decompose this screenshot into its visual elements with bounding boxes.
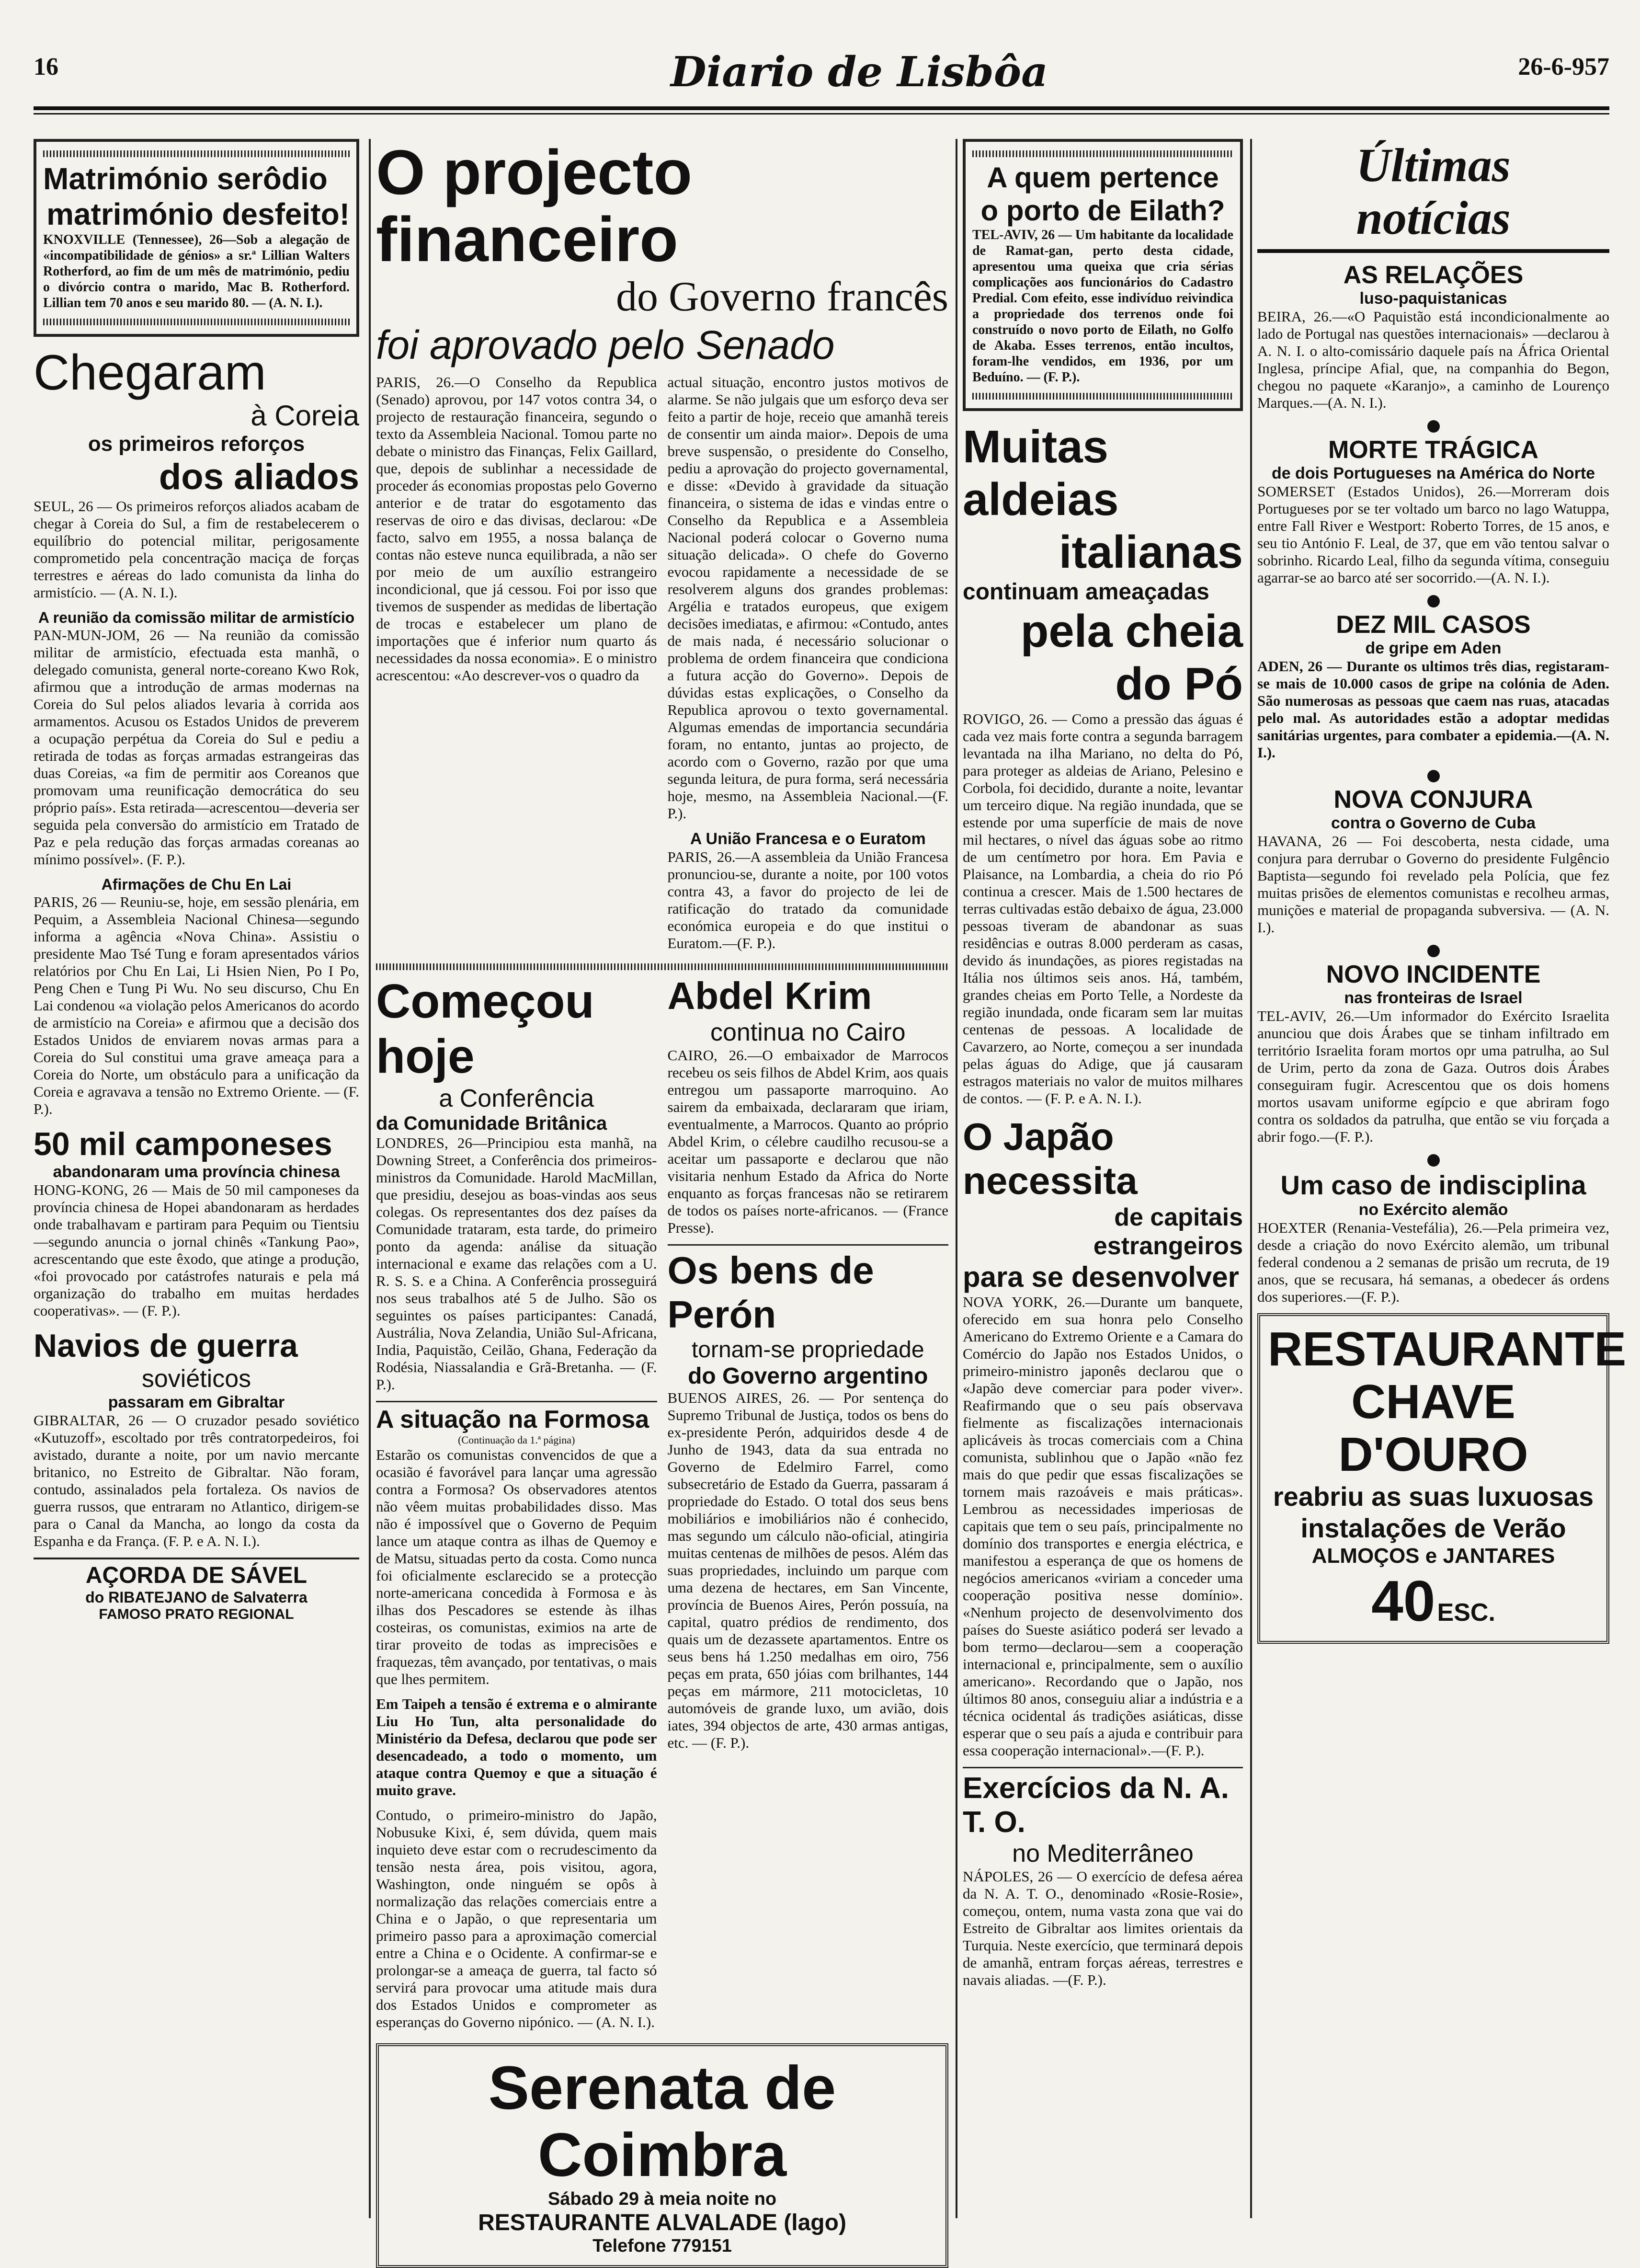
subheadline: A reunião da comissão militar de armistício [38,609,355,626]
ad-title: Serenata de Coimbra [488,2054,836,2189]
column-1 [34,139,359,2218]
hatch-rule [376,963,948,970]
article-aldeias [963,421,1243,1107]
bullet-separator [1427,1154,1440,1167]
ad-line: ALMOÇOS e JANTARES [1311,1544,1555,1568]
hatch-rule [43,150,350,157]
article-body: SOMERSET (Estados Unidos), 26.—Morreram dois Portugueses por se ter voltado um barco no lago Watuppa, entre Fall River e Westport: Roberto Torres, de 15 anos, e seu tio António F. Leal, de 37, que em vão tentou salvar o sobrinho. Ricardo Leal, filho da segunda vítima, conseguiu agarrar-se ao barco até ser socorrido.—(A. N. I.). [1257,483,1609,586]
ad-price: 40 [1371,1569,1435,1633]
article-projecto [376,139,948,960]
subheadline: da Comunidade Britânica [376,1113,607,1134]
headline: à Coreia [251,400,359,432]
article-body: actual situação, encontro justos motivos de alarme. Se não julgais que um esforço deva ser feito a partir de hoje, receio que amanhã tereis de consentir um ainda maior». Depois de uma breve suspensão, o presidente do Conselho, pediu a aprovação do projecto governamental, e disse: «Devido à gravidade da situação financeira, o sistema de idas e vindas entre o Conselho da Republica e a Assembleia Nacional poderá colocar o Governo numa situação delicada». O chefe do Governo evocou rapidamente a necessidade de se resolverem alguns dos grandes problemas: Argélia e tratados europeus, que exigem decisões imediatas, e afirmou: «Contudo, antes de mais nada, é necessário solucionar o problema de ordem financeira que condiciona a futura acção do Governo». Depois de dúvidas estas explicações, o Conselho da Republica aprovou o texto governamental. Algumas emendas de importancia secundária foram, no entanto, juntas ao projecto, de acordo com o Governo, razão por que uma segunda leitura, de pura forma, será necessária hoje, mesmo, na Assembleia Nacional.—(F. P.). [667,374,948,822]
article-body: NÁPOLES, 26 — O exercício de defesa aérea da N. A. T. O., denominado «Rosie-Rosie», começou, ontem, numa vasta zona que vai do Estreito de Gibraltar aos limites orientais da Turquia. Neste exercício, que terminará depois de amanhã, entram forças aéreas, terrestres e navais aliadas. —(F. P.). [963,1868,1243,1988]
headline: tornam-se propriedade [691,1337,924,1363]
continuation-note: (Continuação da 1.ª página) [458,1434,575,1446]
headline: O Japão necessita [963,1115,1138,1202]
article-body: HOEXTER (Renania-Vestefália), 26.—Pela primeira vez, desde a criação do novo Exército alemão, um tribunal federal condenou a 2 semanas de prisão um recruta, de 19 anos, que se recusara, há semanas, a obedecer ás ordens dos superiores.—(F. P.). [1257,1219,1609,1305]
headline: A situação na Formosa [376,1401,657,1434]
article-body: NOVA YORK, 26.—Durante um banquete, oferecido em sua honra pelo Conselho Americano do Extremo Oriente e a Camara do Comércio do Japão nos Estados Unidos, o primeiro-ministro japonês declarou que o «Japão deve comerciar para poder viver». Reafirmando que o seu país observava fielmente as fiscalizações internacionais aplicáveis às trocas comerciais com a China comunista, sublinhou que o Japão «não fez mais do que pedir que essas fiscalizações se tornem mais razoáveis e mais práticas». Lembrou as necessidades imperiosas de capitais que tem o seu país, principalmente no domínio dos transportes e energia eléctrica, e manifestou a esperança de que os homens de negócios americanos «viriam a conceder uma cooperação positiva nesse domínio». «Nenhum projecto de desenvolvimento dos países do Sueste asiático poderá ser levado a bom termo—declarou—sem a cooperação internacional e, principalmente, sem o auxílio americano». Recordando que o Japão, nos últimos 80 anos, conseguiu aliar a indústria e a técnica ocidental ás tradições asiáticas, disse esperar que o seu país a ajuda e contribuir para essa cooperação internacional».—(F. P.). [963,1294,1243,1759]
article-body: TEL-AVIV, 26.—Um informador do Exército Israelita anunciou que dois Árabes que se tinham infiltrado em território Israelita foram mortos opr uma patrulha, ao Sul de Urim, perto da zona de Gaza. Outros dois Árabes conseguiram fugir. Acrescentou que os dois homens mortos usavam uniforme egípcio e que abriram fogo contra os soldados da patrulha, que então se viu forçada a abrir fogo.—(F. P.). [1257,1008,1609,1145]
headline: Matrimónio serôdio [43,161,328,196]
bullet-separator [1427,595,1440,607]
news-casos [1257,610,1609,761]
article-body: GIBRALTAR, 26 — O cruzador pesado soviético «Kutuzoff», escoltado por três contratorpedeiros, foi avistado, durante a noite, por um navio mercante britanico, no Estreito de Gibraltar. Não foram, contudo, assinalados pela fortaleza. Os navios de guerra russos, que entraram no Atlantico, dirigem-se para o Canal da Mancha, ao longo da costa da Espanha e da França. (F. P. e A. N. I.). [34,1412,359,1549]
article-chegaram [34,346,359,1118]
headline: no Mediterrâneo [1012,1840,1194,1867]
hatch-rule [43,319,350,325]
article-body: ROVIGO, 26. — Como a pressão das águas é cada vez mais forte contra a segunda barragem levantada na ilha Mariano, no delta do Pó, para proteger as aldeias de Ariano, Pelesino e Corbola, foi decidido, durante a noite, levantar um terceiro dique. Na região inundada, que se estende por uma superfície de mais de nove mil hectares, o nível das águas sobe ao ritmo de um centímetro por hora. Em Pavia e Plaisance, na Lombardia, a cheia do rio Pó continua a crescer. Mais de 1.500 hectares de terras cultivadas estão debaixo de água, 23.000 pessoas tiveram de abandonar as suas residências e outras 8.000 perderam as casas, devido ás inundações, as piores registadas na Itália nos últimos seis anos. Há, também, grandes cheias em Porto Telle, a Nordeste da região inundada, onde ficaram sem lar muitas centenas de pessoas. A localidade de Cavarzero, ao Norte, começou a ser inundada pelas águas do Adige, que já causaram estragos materiais no valor de muitos milhares de contos. — (F. P. e A. N. I.). [963,710,1243,1107]
headline: Chegaram [34,345,266,401]
news-indisciplina [1257,1169,1609,1306]
article-body: LONDRES, 26—Principiou esta manhã, na Downing Street, a Conferência dos primeiros-ministros da Comunidade. Harold MacMillan, que presidiu, desejou as boas-vindas aos seus colegas. Os representantes dos dez países da Comunidade trataram, esta tarde, do primeiro ponto da agenda: análise da situação internacional e exame das relações com a U. R. S. S. e a China. A Conferência prosseguirá nos seus trabalhos até 5 de Julho. São os seguintes os países participantes: Canadá, Austrália, Nova Zelandia, União Sul-Africana, India, Paquistão, Ceilão, Ghana, Federação da Rodésia, Niassalandia e Grã-Bretanha. — (F. P.). [376,1134,657,1393]
subheadline: no Exército alemão [1358,1201,1508,1219]
article-body: HONG-KONG, 26 — Mais de 50 mil camponeses da província chinesa de Hopei abandonaram as herdades onde trabalhavam e partiram para Pequim ou Tientsiu—segundo anuncia o jornal chinês «Tankung Pao», acrescentando que este êxodo, que atinge a produção, «foi provocado por catástrofes naturais e pela má organização do trabalho em muitas herdades cooperativas». — (F. P.). [34,1181,359,1319]
column-2b [668,974,949,2039]
headline: Um caso de indisciplina [1280,1170,1586,1200]
article-body: SEUL, 26 — Os primeiros reforços aliados acabam de chegar à Coreia do Sul, a fim de restabelecerem o equilíbrio do potencial militar, perigosamente comprometido pela concentração maciça de forças terrestres e aéreas do lado comunista da linha do armistício. — (A. N. I.). [34,498,359,601]
bullet-separator [1427,770,1440,782]
ad-serenata [376,2043,948,2268]
headline: do Governo argentino [688,1363,928,1389]
article-body: Contudo, o primeiro-ministro do Japão, Nobusuke Kixi, é, sem dúvida, quem mais inquieto deve estar com o recrudescimento da tensão nesta área, pois visitou, agora, Washington, onde ninguém se opôs à normalização das relações comerciais entre a China e o Japão, o que representaria um primeiro passo para a aproximação comercial entre a China e o Ocidente. A confirmar-se e prolongar-se a ameaça de guerra, tal facto só servirá para provocar uma atitude mais dura dos Estados Unidos e comprometer as esperanças do Governo nipónico. — (A. N. I.). [376,1807,657,2030]
headline: DEZ MIL CASOS [1336,611,1531,639]
hatch-rule [972,150,1233,157]
article-body: HAVANA, 26 — Foi descoberta, nesta cidade, uma conjura para derrubar o Governo do presidente Fulgêncio Baptista—segundo foi revelado pela Polícia, que fez muitas prisões de elementos comunistas e recolheu armas, munições e material de propaganda subversiva. — (A. N. I.). [1257,833,1609,936]
headline: AS RELAÇÕES [1343,261,1524,289]
column-4 [1257,138,1627,2218]
article-body-emphasis: Em Taipeh a tensão é extrema e o almirante Liu Ho Tun, alta personalidade do Ministério da Defesa, declarou que pode ser desencadeado, a todo o momento, um ataque contra Quemoy e que a situação é muito grave. [376,1695,657,1798]
section-title: notícias [1356,191,1511,244]
article-japao [963,1115,1243,1759]
ad-line: do RIBATEJANO de Salvaterra [85,1589,308,1606]
headline: MORTE TRÁGICA [1328,436,1539,464]
article-nato [963,1767,1243,1989]
article-matrimonio [34,139,359,337]
article-body: BUENOS AIRES, 26. — Por sentença do Supremo Tribunal de Justiça, todos os bens do ex-presidente Perón, adquiridos desde 4 de Junho de 1943, data da sua entrada no Governo de Edelmiro Farrel, como subsecretário de Estado da Guerra, passaram á propriedade do Estado. O total dos seus bens mobiliários e imobiliários não é conhecido, mas segundo um cálculo não-oficial, atingiria muitas centenas de milhões de pesos. Além das suas propriedades, incluindo um parque com uma dezena de hectares, em San Vincente, província de Buenos Aires, Perón possuía, na capital, quatro prédios de rendimento, dos quais um de dezassete apartamentos. Entre os seus bens há 1.250 medalhas em oiro, 756 peças em prata, 650 jóias com brilhantes, 144 peças em mármore, 211 motocicletas, 10 automóveis de grande luxo, um avião, dois iates, 394 objectos de arte, 430 armas antigas, etc. — (F. P.). [667,1389,948,1751]
column-divider [369,139,371,2218]
headline: foi aprovado pelo Senado [376,322,835,367]
headline: Abdel Krim [667,974,872,1017]
ad-line: Sábado 29 à meia noite no [547,2189,777,2209]
headline: continuam ameaçadas [963,579,1209,605]
subheadline: de dois Portugueses na América do Norte [1271,464,1595,482]
column-2a [376,974,657,2039]
article-body: CAIRO, 26.—O embaixador de Marrocos recebeu os seis filhos de Abdel Krim, aos quais entregou um passaporte marroquino. Ao sairem da embaixada, declararam que iriam, eventualmente, a Marrocos. Quanto ao próprio Abdel Krim, o célebre caudilho recusou-se a aceitar um passaporte e declarou que não visitaria nenhum Estado da Africa do Norte enquanto as forças francesas não se retirarem de todos os países norte-africanos. — (France Presse). [667,1047,948,1236]
subheadline: nas fronteiras de Israel [1344,989,1523,1007]
headline: Exercícios da N. A. T. O. [963,1772,1229,1839]
article-body: ADEN, 26 — Durante os ultimos três dias, registaram-se mais de 10.000 casos de gripe na colónia de Aden. São numerosas as pessoas que caem nas ruas, atacadas pelo mal. As autoridades estão a adoptar medidas sanitárias urgentes, para combater a epidemia.—(A. N. I.). [1257,658,1609,761]
ad-line: FAMOSO PRATO REGIONAL [99,1606,294,1622]
news-morte [1257,435,1609,586]
masthead-rule [34,106,1609,110]
news-relacoes [1257,261,1609,412]
section-rule [1257,249,1609,253]
subheadline: de gripe em Aden [1365,639,1502,657]
ad-title: RESTAURANTE [1268,1322,1627,1376]
headline: matrimónio desfeito! [46,197,350,231]
headline: Os bens de Perón [668,1244,949,1337]
ad-acorda [34,1558,359,1623]
subheadline: abandonaram uma província chinesa [53,1163,340,1181]
headline: dos aliados [159,457,359,497]
article-body: PAN-MUN-JOM, 26 — Na reunião da comissão militar de armistício, efectuada esta manhã, o delegado comunista, general norte-coreano Kwo Rok, afirmou que a introdução de armas modernas na Coreia do Sul pelos aliados levaria à corrida aos armamentos. Acusou os Estados Unidos de preverem a ocupação perpétua da Coreia do Sul e pediu a retirada de todas as forças armadas estrangeiras das duas Coreias, «a fim de permitir aos Coreanos que promovam uma reunificação democrática do seu próprio país». Esta retirada—acrescentou—deveria ser seguida pela conversão do armistício em Tratado de Paz e pela redução das forças armadas coreanas ao mínimo possível». (F. P.). [34,627,359,868]
article-body: KNOXVILLE (Tennessee), 26—Sob a alegação de «incompatibilidade de génios» a sr.ª Lillian Walters Rotherford, ao fim de um mês de matrimónio, pediu o divórcio contra o marido, Mac B. Rotherford. Lillian tem 70 anos e seu marido 80. — (A. N. I.). [43,232,350,310]
headline: NOVA CONJURA [1333,786,1533,813]
article-eilath [963,139,1243,411]
page-number: 16 [34,53,58,80]
headline: NOVO INCIDENTE [1326,961,1541,988]
headline: para se desenvolver [963,1261,1240,1293]
subheadline: luso-paquistanicas [1359,289,1507,308]
ad-chave-douro [1257,1313,1627,1644]
column-2 [376,137,948,2256]
news-incidente [1257,960,1609,1145]
hatch-rule [972,393,1233,400]
headline: de capitais estrangeiros [1093,1203,1243,1260]
column-3 [963,139,1243,2218]
subheadline: passaram em Gibraltar [108,1393,285,1411]
ad-line: Telefone 779151 [592,2236,732,2256]
column-divider [956,139,957,2218]
headline: Muitas aldeias [963,421,1119,525]
article-body: Estarão os comunistas convencidos de que a ocasião é favorável para lançar uma agressão contra a Formosa? Os observadores atentos não vêem muitas probabilidades disso. Mas não é impossível que o Governo de Pequim lance um ataque contra as ilhas de Quemoy e de Matsu, situadas perto da costa. Como nunca foi oficialmente esclarecido se a protecção norte-americana concedida à Formosa e às ilhas dos Pescadores se estende às ilhas costeiras, os comunistas, eximios na arte de tirar proveito de todas as imprecisões e fraquezas, têm avançado, por tentativas, o mais que lhes permitem. [376,1446,657,1687]
headline: A quem pertence [987,161,1219,194]
headline: a Conferência [439,1085,594,1112]
headline: Navios de guerra [34,1328,298,1364]
masthead-bar [34,48,1609,105]
headline: os primeiros reforços [88,432,305,456]
headline: O projecto financeiro [376,137,693,275]
headline: continua no Cairo [710,1019,906,1046]
article-body: TEL-AVIV, 26 — Um habitante da localidade de Ramat-gan, perto desta cidade, apresentou uma queixa que cria sérias complicações aos funcionários do Cadastro Predial. Com efeito, esse indivíduo reivindica a propriedade dos terrenos onde foi construído o novo porto de Eilath, no Golfo de Akaba. Esses terrenos, então incultos, foram-lhe vendidos, em 1936, por um Beduíno. — (F. P.). [972,228,1233,385]
bullet-separator [1427,945,1440,957]
section-title: Últimas [1356,138,1511,192]
issue-date: 26-6-957 [1518,53,1609,80]
headline: italianas [1059,527,1243,578]
news-conjura [1257,785,1609,936]
article-camponeses [34,1125,359,1319]
article-body: PARIS, 26.—A assembleia da União Francesa pronunciou-se, durante a noite, por 100 votos contra 43, a favor do projecto de lei de ratificação do tratado da comunidade económica europeia e do que institui o Euratom.—(F. P.). [667,848,948,951]
ad-line: reabriu as suas luxuosas instalações de Verão [1273,1481,1594,1543]
headline: 50 mil camponeses [34,1126,332,1162]
ad-title: CHAVE D'OURO [1338,1375,1528,1481]
masthead: Diario de Lisbôa [671,48,1048,96]
article-body: PARIS, 26 — Reuniu-se, hoje, em sessão plenária, em Pequim, a Assembleia Nacional Chinesa—segundo informa a agência «Nova China». Assistiu o presidente Mao Tsé Tung e foram apresentados vários relatórios por Chu En Lai, Li Hsien Nien, Po I Po, Peng Chen e Tung Pi Wu. No seu discurso, Chu En Lai condenou «a violação pelos Americanos do acordo de armistício na Coreia» e afirmou que a decisão dos Estados Unidos de enviarem novas armas para a Coreia do Sul constitui uma grave ameaça para a Coreia do Norte, um obstáculo para a unificação da Coreia e agravava a tensão no Extremo Oriente. — (F. P.). [34,893,359,1117]
headline: pela cheia do Pó [1020,606,1243,710]
headline: Começou hoje [376,974,594,1083]
subheadline: Afirmações de Chu En Lai [101,876,292,893]
article-navios [34,1327,359,1550]
masthead-rule-thin [34,113,1609,115]
subheadline: contra o Governo de Cuba [1331,814,1536,832]
article-body: PARIS, 26.—O Conselho da Republica (Senado) aprovou, por 147 votos contra 34, o projecto de restauração financeira, segundo o texto da Assembleia Nacional. Tomou parte no debate o ministro das Finanças, Felix Gaillard, que, depois de sublinhar a necessidade de proceder ás economias propostas pelo Governo anterior e de tratar do esgotamento das reservas de oiro e das divisas, declarou: «De facto, salvo em 1955, a nossa balança de contas não esteve nunca equilibrada, a não ser por meio de um auxílio estrangeiro incondicional, que já cessou. Foi por isso que tivemos de suspender as medidas de libertação de trocas e estabelecer um plano de importações que é inferior num quarto ás necessidades da nossa economia». E o ministro acrescentou: «Ao descrever-vos o quadro da [376,374,657,684]
headline: do Governo francês [616,274,948,320]
article-body: BEIRA, 26.—«O Paquistão está incondicionalmente ao lado de Portugal nas questões internacionais» —declarou à A. N. I. o alto-comissário daquele país na África Oriental Inglesa, príncipe Afial, que, na companhia do Begon, chegou no paquete «Karanjo», a caminho de Lourenço Marques.—(A. N. I.). [1257,308,1609,411]
ad-title: AÇORDA DE SÁVEL [85,1563,308,1588]
ad-line: RESTAURANTE ALVALADE (lago) [478,2210,846,2235]
bullet-separator [1427,420,1440,433]
subheadline: A União Francesa e o Euratom [690,830,926,848]
headline: o porto de Eilath? [980,195,1225,227]
headline: soviéticos [141,1365,251,1393]
ad-currency: ESC. [1437,1599,1495,1627]
column-divider [1250,139,1252,2218]
